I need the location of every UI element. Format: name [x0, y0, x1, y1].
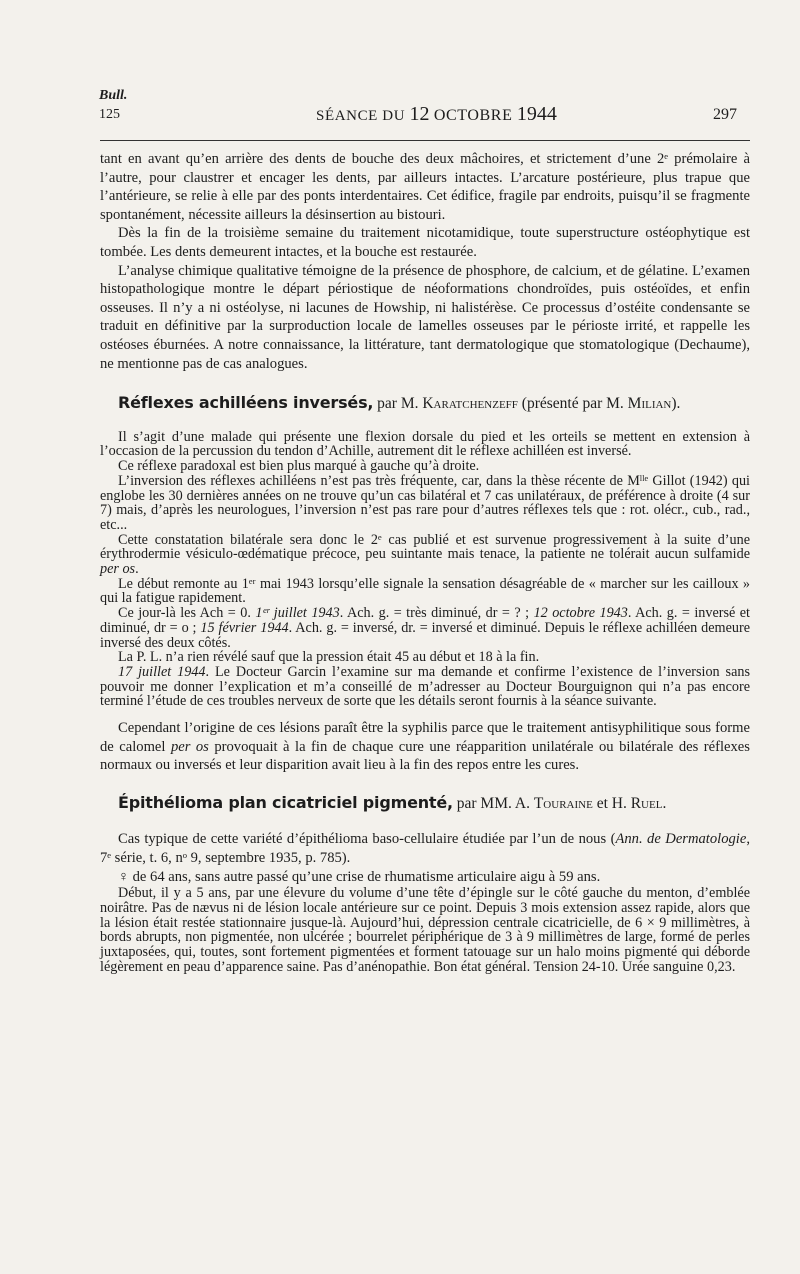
case-paragraph	[100, 606, 750, 650]
byline-end: .	[662, 794, 667, 812]
article-heading	[100, 794, 750, 814]
author-name: Touraine	[533, 794, 593, 812]
text-run: . Ach. g. = très diminué, dr = ? ;	[339, 605, 530, 622]
case-paragraph	[100, 533, 750, 577]
case-paragraph: ♀ de 64 ans, sans autre passé qu’une crise de rhumatisme articulaire aigu à 59 ans.	[118, 868, 601, 885]
running-head-day: 12	[409, 103, 430, 125]
article-heading	[100, 394, 750, 414]
italic-text: per os	[100, 561, 136, 578]
text-run: Cas typique de cette variété d’épithélioma baso-cellulaire étudiée par l’un de nous (	[118, 831, 616, 848]
text-run: . Le Docteur Garcin l’examine sur ma demande et confirme l’existence de l’inversion sans pouvoir me donner l’explication et m’a conseillé de m’adresser au Docteur Bourguignon qui n’a pas encore terminé l’étude de ces troubles nerveux de sorte que les détails seront fournis à la séance suivante.	[100, 663, 750, 710]
byline-joiner: et H.	[596, 794, 627, 812]
case-paragraph: Le début remonte au 1ᵉʳ mai 1943 lorsqu’elle signale la sensation désagréable de « marcher sur les cailloux » qui la fatigue rapidement.	[100, 575, 750, 607]
volume-number: 125	[99, 107, 120, 122]
italic-date: 1ᵉʳ juillet 1943	[255, 605, 340, 622]
intro-paragraph: Dès la fin de la troisième semaine du traitement nicotamidique, toute superstructure ostéophytique est tombée. Les dents demeurent intactes, et la bouche est restaurée.	[100, 225, 750, 260]
running-head-prefix: SÉANCE DU	[316, 108, 406, 124]
intro-paragraph: tant en avant qu’en arrière des dents de bouche des deux mâchoires, et strictement d’une 2ᵉ prémolaire à l’autre, pour claustrer et encager les dents, par ailleurs intactes. L’arcature postérieure, plus trapue que l’antérieure, se relie à elle par des ponts interdentaires. Cet édifice, fragile par endroits, puisqu’il se fragmente spontanément, nécessite ailleurs la désinsertion au bistouri.	[100, 151, 750, 223]
text-run: Cette constatation bilatérale sera donc le 2ᵉ cas publié et est survenue progressivement à la suite d’une érythrodermie vésiculo-œdématique précoce, peu suintante mais tenace, la patiente ne tolérait aucun sulfamide	[100, 531, 750, 563]
text-run: Cependant l’origine de ces lésions paraît être la syphilis parce que le traitement antisyphilitique sous forme de calomel	[100, 720, 750, 755]
running-head	[316, 103, 557, 126]
text-run: .	[135, 561, 139, 578]
italic-date: 15 février 1944	[200, 619, 289, 636]
article-title: Épithélioma plan cicatriciel pigmenté,	[118, 792, 453, 812]
text-run: Ce jour-là les Ach = 0.	[118, 605, 251, 622]
intro-paragraph: L’analyse chimique qualitative témoigne de la présence de phosphore, de calcium, et de gélatine. L’examen histopathologique montre le départ périostique de néoformations chondroïdes, puis ostéoïdes, et enfin osseuses. Il n’y a ni ostéolyse, ni lacunes de Howship, ni halistérèse. Ce processus d’ostéite condensante se traduit en définitive par la surproduction locale de lamelles osseuses par le périoste irrité, et rappelle les ostéoses éburnées. A notre connaissance, la littérature, tant dermatologique que stomatologique (Dechaume), ne mentionne pas de cas analogues.	[100, 262, 750, 372]
italic-text: per os	[170, 738, 209, 755]
text-run: provoquait à la fin de chaque cure une réapparition unilatérale ou bilatérale des réflexes normaux ou inversés et leur disparition avait lieu à la fin des repos entre les cures.	[100, 738, 750, 774]
running-head-year: 1944	[516, 103, 557, 125]
running-head-month: OCTOBRE	[433, 107, 513, 124]
header-rule	[100, 140, 750, 141]
italic-date: 17 juillet 1944	[118, 663, 206, 680]
journal-reference	[99, 86, 127, 124]
page-number: 297	[713, 106, 737, 123]
case-paragraph: La P. L. n’a rien révélé sauf que la pression était 45 au début et 18 à la fin.	[118, 649, 540, 666]
case-paragraph	[100, 665, 750, 709]
text-run: . Ach. g. = inversé, dr. = inversé et diminué. Depuis le réflexe achilléen demeure inversé des deux côtés.	[100, 619, 751, 651]
case-paragraph: L’inversion des réflexes achilléens n’est pas très fréquente, car, dans la thèse récente de Mˡˡᵉ Gillot (1942) qui englobe les 30 dernières années on ne trouve qu’un cas bilatéral et 7 cas unilatéraux, de préférence à droite (4 sur 7) mais, d’après les neurologues, l’inversion n’est pas rare pour d’autres réflexes tels que : rot. olécr., cub., rad., etc...	[100, 472, 750, 533]
author-name: Karatchenzeff	[422, 395, 518, 413]
case-paragraph	[100, 830, 750, 867]
presenter-close: ).	[671, 395, 681, 413]
text-run: , 7ᵉ série, t. 6, nᵒ 9, septembre 1935, p. 785).	[100, 831, 750, 867]
article-title: Réflexes achilléens inversés,	[118, 393, 374, 413]
byline-prefix: par MM. A.	[456, 794, 530, 812]
case-paragraph: Il s’agit d’une malade qui présente une flexion dorsale du pied et les orteils se mettent en extension à l’occasion de la percussion du tendon d’Achille, autrement dit le réflexe achilléen est inversé.	[100, 428, 750, 460]
italic-citation: Ann. de Dermatologie	[615, 831, 747, 848]
case-paragraph: Ce réflexe paradoxal est bien plus marqué à gauche qu’à droite.	[118, 458, 480, 475]
conclusion-paragraph	[100, 719, 750, 775]
byline-prefix: par M.	[377, 395, 419, 413]
body-text	[100, 150, 750, 974]
presenter-prefix: (présenté par M.	[521, 395, 624, 413]
italic-date: 12 octobre 1943	[533, 605, 628, 622]
presenter-name: Milian	[627, 395, 672, 413]
author-name: Ruel	[630, 794, 663, 812]
text-run: . Ach. g. = inversé et diminué, dr = o ;	[100, 605, 750, 636]
journal-abbrev: Bull.	[99, 88, 128, 103]
case-paragraph: Début, il y a 5 ans, par une élevure du volume d’une tête d’épingle sur le côté gauche du menton, d’emblée noirâtre. Pas de nævus ni de lésion locale antérieure sur ce point. Depuis 3 mois extension assez rapide, alors que la lésion était restée stationnaire jusque-là. Aujourd’hui, dépression centrale cicatricielle, de 6 × 9 millimètres, à bords abrupts, non pigmentée, non ulcérée ; bourrelet périphérique de 3 à 9 millimètres de large, formé de perles juxtaposées, qui, toutes, sont fortement pigmentées et forment tatouage sur un halo moins pigmenté qui déborde légèrement en peau d’apparence saine. Pas d’anénopathie. Bon état général. Tension 24-10. Urée sanguine 0,23.	[100, 885, 750, 975]
